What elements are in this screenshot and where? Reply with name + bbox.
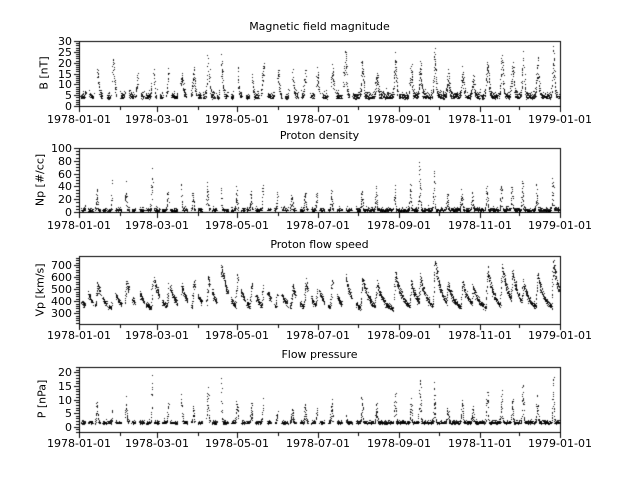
x-tick-label: 1978-05-01 <box>205 219 269 232</box>
y-tick-label: 60 <box>58 168 72 181</box>
x-tick-label: 1979-01-01 <box>528 437 592 450</box>
y-tick-label: 10 <box>58 78 72 91</box>
y-tick-label: 0 <box>65 206 72 219</box>
x-tick-label: 1978-05-01 <box>205 437 269 450</box>
y-tick-label: 25 <box>58 46 72 59</box>
y-axis-label-vp: Vp [km/s] <box>33 263 47 317</box>
x-tick-label: 1978-07-01 <box>286 437 350 450</box>
panel-title-proton-flow-speed: Proton flow speed <box>270 238 369 251</box>
y-tick-label: 100 <box>51 142 72 155</box>
y-tick-label: 30 <box>58 35 72 48</box>
y-tick-label: 5 <box>65 89 72 102</box>
x-tick-label: 1978-01-01 <box>47 219 111 232</box>
y-tick-label: 15 <box>58 380 72 393</box>
x-tick-label: 1978-09-01 <box>367 329 431 342</box>
panel-title-flow-pressure: Flow pressure <box>281 348 358 361</box>
x-tick-label: 1978-09-01 <box>367 219 431 232</box>
x-tick-label: 1978-01-01 <box>47 437 111 450</box>
x-tick-label: 1978-03-01 <box>125 329 189 342</box>
x-tick-label: 1978-07-01 <box>286 329 350 342</box>
y-tick-label: 300 <box>51 307 72 320</box>
x-tick-label: 1978-11-01 <box>448 329 512 342</box>
y-tick-label: 20 <box>58 366 72 379</box>
x-tick-label: 1978-03-01 <box>125 219 189 232</box>
y-tick-label: 0 <box>65 421 72 434</box>
x-tick-label: 1978-09-01 <box>367 113 431 126</box>
x-tick-label: 1978-03-01 <box>125 437 189 450</box>
y-tick-label: 400 <box>51 295 72 308</box>
y-tick-label: 600 <box>51 271 72 284</box>
panel-title-magnetic-field: Magnetic field magnitude <box>249 20 390 33</box>
y-tick-label: 40 <box>58 180 72 193</box>
panel-title-proton-density: Proton density <box>279 129 360 142</box>
y-axis-label-b: B [nT] <box>37 56 51 90</box>
x-tick-label: 1978-01-01 <box>47 113 111 126</box>
x-tick-label: 1978-11-01 <box>448 219 512 232</box>
x-tick-label: 1978-07-01 <box>286 113 350 126</box>
x-tick-label: 1978-05-01 <box>205 113 269 126</box>
y-tick-label: 5 <box>65 407 72 420</box>
y-tick-label: 20 <box>58 57 72 70</box>
x-tick-label: 1979-01-01 <box>528 219 592 232</box>
y-tick-label: 500 <box>51 283 72 296</box>
y-tick-label: 700 <box>51 259 72 272</box>
y-tick-label: 15 <box>58 68 72 81</box>
x-tick-label: 1978-09-01 <box>367 437 431 450</box>
y-axis-label-np: Np [#/cc] <box>33 153 47 207</box>
x-tick-label: 1978-03-01 <box>125 113 189 126</box>
x-tick-label: 1978-11-01 <box>448 437 512 450</box>
x-tick-label: 1978-05-01 <box>205 329 269 342</box>
x-tick-label: 1979-01-01 <box>528 113 592 126</box>
y-tick-label: 10 <box>58 394 72 407</box>
x-tick-label: 1978-07-01 <box>286 219 350 232</box>
x-tick-label: 1979-01-01 <box>528 329 592 342</box>
y-tick-label: 80 <box>58 155 72 168</box>
y-tick-label: 20 <box>58 193 72 206</box>
y-axis-label-p: P [nPa] <box>35 379 49 419</box>
x-tick-label: 1978-11-01 <box>448 113 512 126</box>
y-tick-label: 0 <box>65 100 72 113</box>
x-tick-label: 1978-01-01 <box>47 329 111 342</box>
